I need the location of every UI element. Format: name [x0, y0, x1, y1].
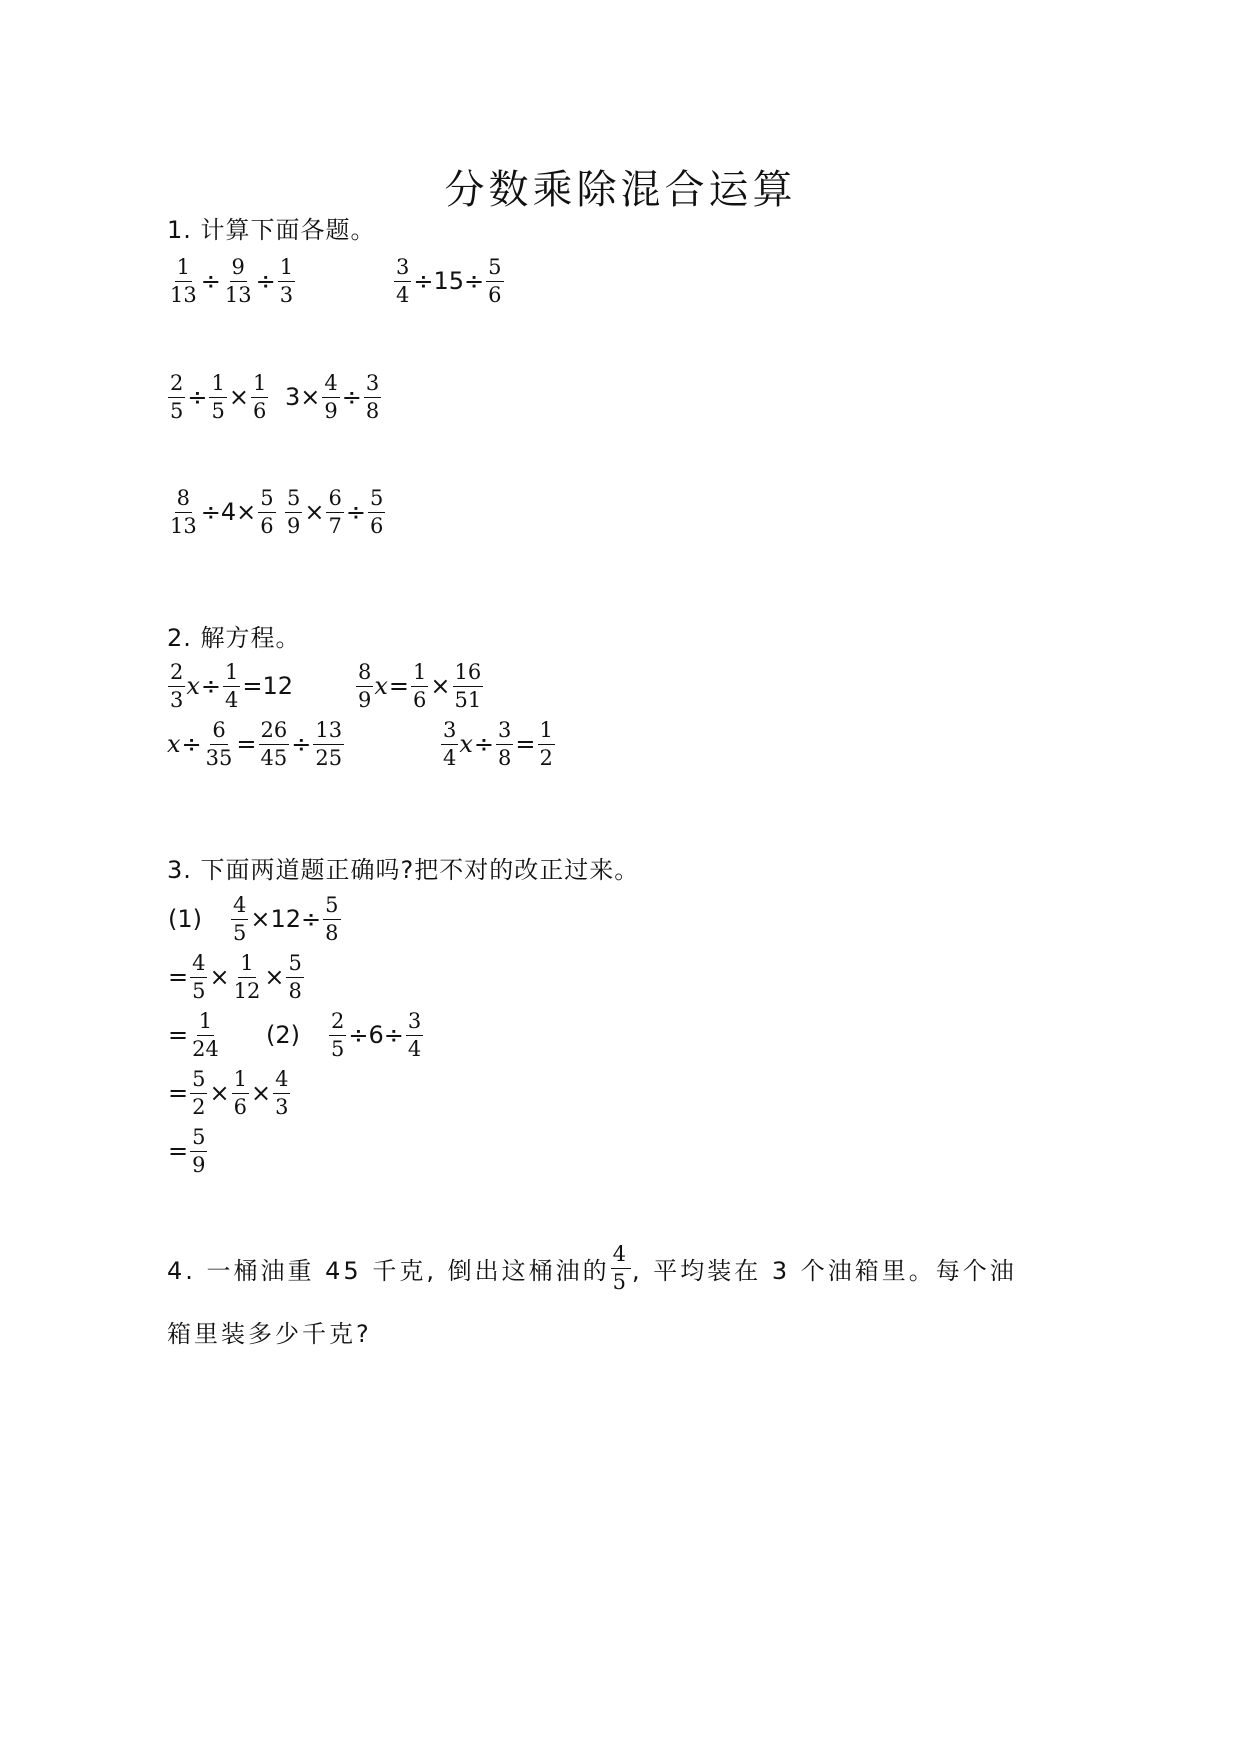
denominator: 6	[233, 1094, 247, 1119]
denominator: 5	[233, 920, 247, 945]
fraction	[322, 370, 339, 423]
denominator: 9	[287, 513, 301, 538]
variable-x: x	[459, 730, 473, 758]
operator: ÷	[341, 383, 362, 411]
variable-x: x	[186, 672, 200, 700]
denominator: 6	[252, 398, 267, 423]
fraction	[231, 892, 248, 945]
operator: ÷6÷	[348, 1021, 404, 1049]
operator: ×12÷	[250, 905, 322, 933]
operator: 3×	[285, 383, 321, 411]
numerator: 3	[496, 720, 513, 745]
denominator: 13	[170, 282, 197, 307]
fraction	[209, 370, 226, 423]
operator: ÷	[473, 730, 495, 758]
section-3-heading: 3. 下面两道题正确吗?把不对的改正过来。	[167, 856, 640, 884]
fraction	[190, 1008, 221, 1061]
numerator: 1	[175, 257, 192, 282]
fraction	[190, 950, 207, 1003]
operator: ÷	[200, 267, 221, 295]
denominator: 4	[225, 687, 239, 712]
numerator: 4	[190, 953, 207, 978]
fraction	[223, 254, 254, 307]
fraction	[496, 717, 513, 770]
numerator: 1	[251, 373, 268, 398]
fraction	[286, 950, 303, 1003]
numerator: 5	[285, 488, 302, 513]
fraction	[232, 950, 263, 1003]
numerator: 8	[356, 662, 373, 687]
fraction	[486, 254, 503, 307]
denominator: 45	[260, 745, 288, 770]
numerator: 5	[323, 895, 340, 920]
denominator: 4	[407, 1036, 422, 1061]
item-label: (2)	[266, 1021, 300, 1049]
page-title: 分数乘除混合运算	[444, 167, 797, 213]
denominator: 5	[170, 398, 184, 423]
operator: ÷	[200, 672, 222, 700]
numerator: 1	[232, 1069, 249, 1094]
denominator: 7	[328, 513, 342, 538]
fraction	[168, 254, 199, 307]
denominator: 3	[275, 1094, 289, 1119]
fraction	[168, 659, 185, 712]
numerator: 3	[364, 373, 381, 398]
numerator: 1	[209, 373, 226, 398]
fraction	[329, 1008, 346, 1061]
denominator: 13	[170, 513, 197, 538]
q3-step-line	[167, 1115, 208, 1187]
operator: ×	[209, 1079, 230, 1107]
fraction	[313, 717, 344, 770]
section-4-question: 4. 一桶油重 45 千克, 倒出这桶油的 $\frac{4}{5}$ , 平均装在 3 个油箱里。每个油	[167, 1241, 1017, 1294]
operator: ×	[209, 963, 230, 991]
fraction	[611, 1241, 631, 1294]
fraction	[168, 485, 199, 538]
fraction	[223, 659, 240, 712]
numerator: 1	[278, 257, 295, 282]
numerator: 5	[368, 488, 385, 513]
numerator: 2	[329, 1011, 346, 1036]
numerator: 3	[441, 720, 458, 745]
denominator: 5	[192, 978, 206, 1003]
denominator: 9	[324, 398, 338, 423]
fraction	[326, 485, 343, 538]
denominator: 2	[539, 745, 553, 770]
operator: ÷	[255, 267, 276, 295]
operator: =	[388, 672, 410, 700]
fraction	[356, 659, 373, 712]
operator: ÷	[345, 498, 366, 526]
denominator: 2	[192, 1094, 206, 1119]
fraction	[411, 659, 428, 712]
fraction	[441, 717, 458, 770]
section-1-heading: 1. 计算下面各题。	[167, 216, 376, 244]
fraction	[394, 254, 411, 307]
denominator: 35	[205, 745, 233, 770]
q1-expression-6	[284, 476, 386, 548]
variable-x: x	[167, 730, 181, 758]
numerator: 9	[230, 257, 247, 282]
operator: ×	[264, 963, 285, 991]
fraction	[406, 1008, 423, 1061]
numerator: 8	[175, 488, 192, 513]
denominator: 12	[233, 978, 261, 1003]
fraction	[538, 717, 555, 770]
q2-equation-4	[440, 708, 556, 780]
q1-expression-2	[393, 245, 505, 317]
fraction	[453, 659, 484, 712]
operator: ×	[430, 672, 451, 700]
denominator: 4	[396, 282, 410, 307]
denominator: 8	[365, 398, 380, 423]
fraction	[278, 254, 295, 307]
operator: =12	[242, 672, 294, 700]
numerator: 5	[190, 1069, 207, 1094]
denominator: 8	[288, 978, 302, 1003]
fraction	[258, 485, 275, 538]
numerator: 6	[326, 488, 343, 513]
denominator: 3	[170, 687, 184, 712]
denominator: 6	[260, 513, 274, 538]
denominator: 5	[211, 398, 225, 423]
operator: ÷	[181, 730, 202, 758]
fraction	[190, 1066, 207, 1119]
operator: =	[168, 963, 189, 991]
numerator: 4	[322, 373, 339, 398]
numerator: 26	[259, 720, 290, 745]
fraction	[273, 1066, 290, 1119]
fraction	[168, 370, 185, 423]
variable-x: x	[374, 672, 388, 700]
numerator: 4	[273, 1069, 290, 1094]
denominator: 13	[224, 282, 252, 307]
denominator: 51	[454, 687, 482, 712]
denominator: 5	[331, 1036, 345, 1061]
numerator: 3	[394, 257, 411, 282]
numerator: 16	[453, 662, 484, 687]
numerator: 5	[286, 953, 303, 978]
denominator: 6	[369, 513, 384, 538]
operator: ÷15÷	[413, 267, 485, 295]
operator: =	[168, 1137, 189, 1165]
section-4-question-cont: 箱里装多少千克?	[167, 1320, 372, 1348]
operator: =	[515, 730, 536, 758]
operator: ÷	[291, 730, 312, 758]
denominator: 6	[413, 687, 427, 712]
fraction	[190, 1124, 207, 1177]
q1-expression-1	[167, 245, 296, 317]
numerator: 1	[197, 1011, 214, 1036]
numerator: 13	[313, 720, 344, 745]
item-label: (1)	[168, 905, 202, 933]
numerator: 4	[231, 895, 248, 920]
numerator: 5	[190, 1127, 207, 1152]
numerator: 1	[538, 720, 555, 745]
fraction	[368, 485, 385, 538]
fraction	[323, 892, 340, 945]
denominator: 9	[192, 1152, 206, 1177]
numerator: 3	[406, 1011, 423, 1036]
numerator: 5	[486, 257, 503, 282]
fraction	[251, 370, 268, 423]
section-2-heading: 2. 解方程。	[167, 624, 301, 652]
fraction	[232, 1066, 249, 1119]
numerator: 2	[168, 373, 185, 398]
q1-expression-3	[167, 361, 269, 433]
numerator: 5	[258, 488, 275, 513]
operator: ×	[304, 498, 325, 526]
operator: =	[168, 1079, 189, 1107]
operator: =	[168, 1021, 189, 1049]
denominator: 5	[612, 1269, 629, 1294]
operator: ÷	[187, 383, 208, 411]
q2-equation-3	[167, 708, 345, 780]
denominator: 24	[192, 1036, 219, 1061]
denominator: 3	[279, 282, 294, 307]
numerator: 1	[223, 662, 240, 687]
q1-expression-4	[284, 361, 382, 433]
operator: ×	[250, 1079, 272, 1107]
fraction	[204, 717, 235, 770]
fraction	[364, 370, 381, 423]
numerator: 2	[168, 662, 185, 687]
numerator: 1	[411, 662, 428, 687]
operator: ÷4×	[200, 498, 257, 526]
operator: ×	[228, 383, 249, 411]
operator: =	[236, 730, 257, 758]
numerator: 4	[611, 1244, 631, 1269]
numerator: 1	[238, 953, 255, 978]
denominator: 9	[358, 687, 372, 712]
fraction	[285, 485, 302, 538]
fraction	[259, 717, 290, 770]
denominator: 6	[488, 282, 502, 307]
denominator: 8	[325, 920, 339, 945]
numerator: 6	[210, 720, 227, 745]
denominator: 4	[443, 745, 457, 770]
q1-expression-5	[167, 476, 277, 548]
denominator: 8	[498, 745, 512, 770]
denominator: 25	[315, 745, 343, 770]
